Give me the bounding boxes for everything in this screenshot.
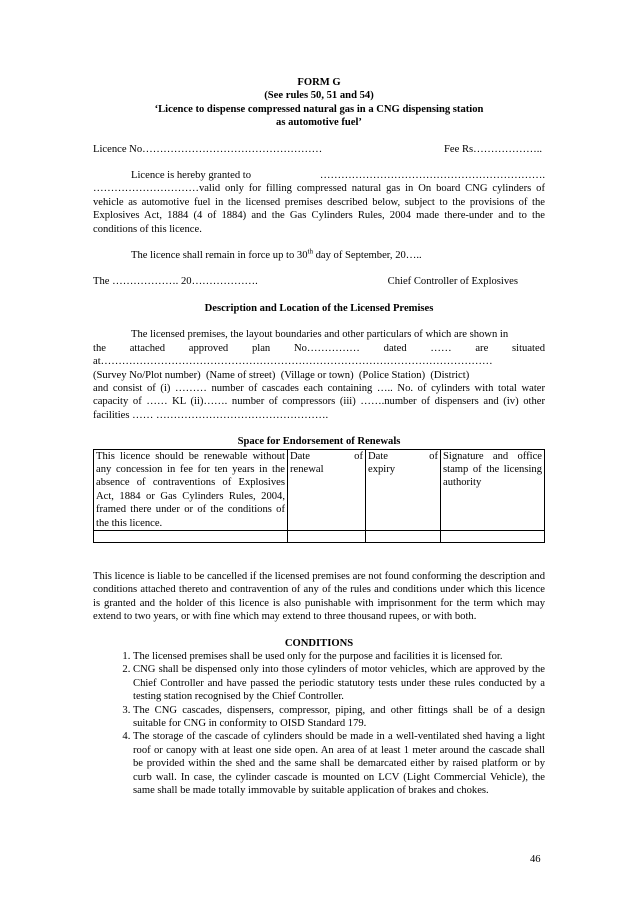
licence-no: Licence No……………………………………………	[93, 143, 323, 155]
premises-line4: (Survey No/Plot number) (Name of street) (Village or town) (Police Station) (District)	[93, 369, 470, 381]
empty-cell	[288, 530, 366, 542]
premises-word: attached	[129, 342, 166, 354]
condition-item: 4. The storage of the cascade of cylinders should be made in a well-ventilated shed having a light roof or canopy with at least one side open. An area of at least 1 meter around the cascade shall be provided within the shed and the same shall be demarcated either by raised platform or by curb wall. In case, the cylinder cascade is mounted on LCV (Light Commercial Vehicle), the same shall be made totally immovable by suitable application of brakes and chokes.	[133, 730, 545, 797]
empty-cell	[94, 530, 288, 542]
premises-line5: and consist of (i) ……… number of cascades each containing ….. No. of cylinders with total water capacity of …… KL (ii)……. number of compressors (iii) …….number of dispensers and (iv) other facilities …… ………………………………………….	[93, 382, 545, 421]
form-rules: (See rules 50, 51 and 54)	[264, 90, 374, 102]
premises-word: ……	[430, 342, 452, 354]
premises-word: situated	[512, 342, 545, 354]
renewals-row	[94, 449, 545, 530]
premises-heading: Description and Location of the Licensed Premises	[204, 302, 434, 314]
date-of-expiry-word: expiry	[368, 463, 396, 475]
condition-item: 3. The CNG cascades, dispensers, compressor, piping, and other fittings shall be of a design suitable for CNG in conformity to OISD Standard 179.	[133, 704, 545, 731]
grant-first-line-right: ……………………………………………………….	[319, 170, 545, 182]
validity-line	[93, 249, 545, 262]
conditions-list	[93, 650, 545, 797]
grant-body: …………………………valid only for filling compressed natural gas in On board CNG cylinders of vehicle as automotive fuel in the licensed premises described below, subject to the provisions of the Explosives Act, 1884 (4 of 1884) and the Gas Cylinders Rules, 2004 made there-under and to the conditions of this licence.	[93, 183, 545, 235]
date-line	[93, 275, 545, 288]
date-of-expiry-word: Date	[368, 450, 388, 462]
date-of-expiry-header	[366, 449, 441, 530]
premises-line1: The licensed premises, the layout boundaries and other particulars of which are shown in	[131, 329, 509, 341]
grant-first-line	[93, 169, 545, 182]
conditions-heading: CONDITIONS	[284, 637, 354, 649]
cancellation-paragraph: This licence is liable to be cancelled if the licensed premises are not found conforming the description and conditions attached thereto and contravention of any of the rules and conditions under which this licence is granted and the holder of this licence is also punishable with imprisonment for the term which may extend to two years, or with fine which may extend to three thousand rupees, or with both.	[93, 570, 545, 623]
empty-cell	[366, 530, 441, 542]
form-subtitle-line1: ‘Licence to dispense compressed natural gas in a CNG dispensing station	[154, 103, 484, 115]
validity-sup: th	[307, 247, 313, 256]
date-of-renewal-word: of	[354, 450, 363, 462]
condition-item: 2. CNG shall be dispensed only into those cylinders of motor vehicles, which are approved by the Chief Controller and have passed the periodic statutory tests under these rules conducted by a testing station recognised by the Chief Controller.	[133, 663, 545, 703]
licence-line	[93, 143, 545, 156]
premises-word: the	[93, 342, 106, 354]
renewals-heading: Space for Endorsement of Renewals	[237, 436, 401, 448]
validity-before: The licence shall remain in force up to 30	[131, 250, 308, 262]
premises-word: approved	[188, 342, 229, 354]
renewal-condition-cell: This licence should be renewable without any concession in fee for ten years in the absence of contraventions of Explosives Act, 1884 or Gas Cylinders Rules, 2004, framed there under or of the conditions of the this licence.	[94, 449, 288, 530]
form-page	[93, 76, 545, 797]
premises-word: plan	[251, 342, 271, 354]
date-of-expiry-word: of	[429, 450, 438, 462]
renewals-table	[93, 449, 545, 543]
signature-stamp-header: Signature and office stamp of the licensing authority	[441, 449, 545, 530]
condition-item: 1. The licensed premises shall be used only for the purpose and facilities it is licensed for.	[133, 650, 545, 663]
date-of-renewal-word: renewal	[290, 463, 324, 475]
premises-word: dated	[383, 342, 407, 354]
premises-word: No……………	[293, 342, 360, 354]
premises-line3: at…………………………………………………………………………………………………	[93, 356, 493, 368]
date-left: The ………………. 20……………….	[93, 276, 258, 288]
date-of-renewal-word: Date	[290, 450, 310, 462]
grant-paragraph	[93, 169, 545, 236]
premises-paragraph	[93, 328, 545, 422]
grant-first-line-left: Licence is hereby granted to	[131, 170, 252, 182]
date-of-renewal-header	[288, 449, 366, 530]
premises-line2	[93, 342, 545, 355]
renewals-empty-row	[94, 530, 545, 542]
chief-controller: Chief Controller of Explosives	[387, 276, 518, 288]
premises-word: are	[475, 342, 489, 354]
fee-rs: Fee Rs………………..	[444, 143, 542, 155]
empty-cell	[441, 530, 545, 542]
page-number: 46	[530, 854, 541, 865]
form-title: FORM G	[297, 77, 341, 88]
validity-after: day of September, 20…..	[312, 250, 422, 262]
form-subtitle-line2: as automotive fuel’	[276, 117, 362, 129]
